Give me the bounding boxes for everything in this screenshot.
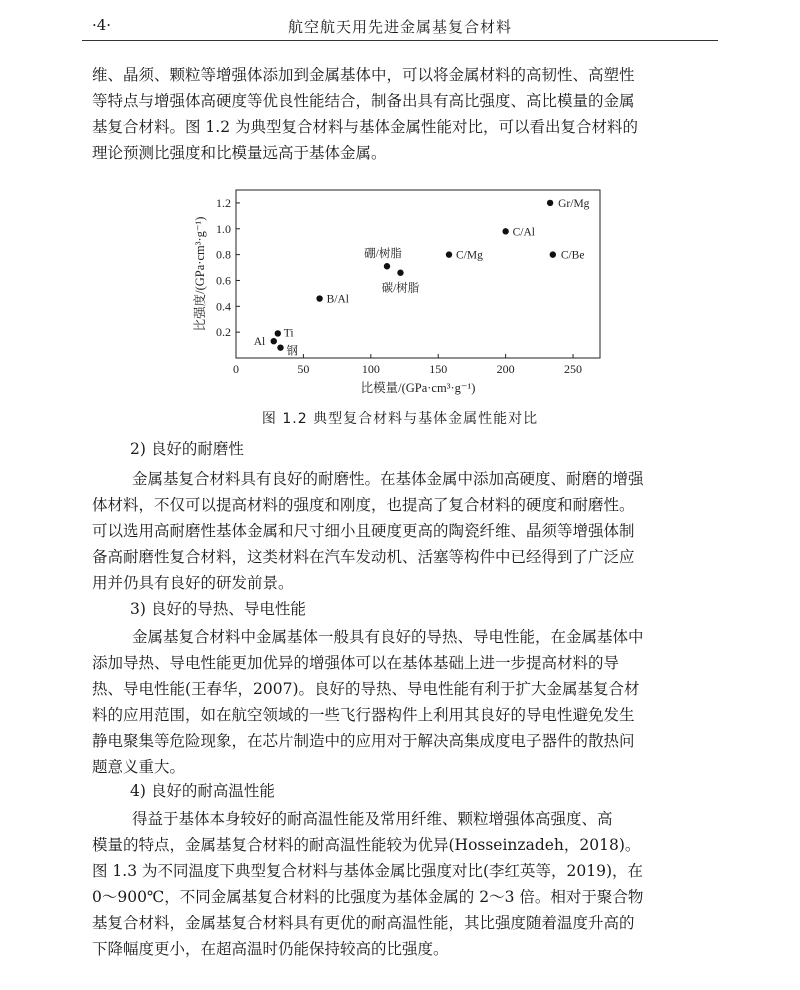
text-line: 金属基复合材料具有良好的耐磨性。在基体金属中添加高硬度、耐磨的增强 xyxy=(132,470,644,488)
page-header xyxy=(82,12,718,41)
text-line: 下降幅度更小，在超高温时仍能保持较高的比强度。 xyxy=(92,940,449,958)
data-point xyxy=(316,295,322,301)
x-axis-label: 比模量/(GPa·cm³·g⁻¹) xyxy=(360,381,476,395)
data-point xyxy=(547,200,553,206)
text-line: 维、晶须、颗粒等增强体添加到金属基体中，可以将金属材料的高韧性、高塑性 xyxy=(92,66,635,84)
text-line: 静电聚集等危险现象，在芯片制造中的应用对于解决高集成度电子器件的散热问 xyxy=(92,732,635,750)
y-tick-label: 0.2 xyxy=(216,325,231,340)
point-label: Gr/Mg xyxy=(558,197,590,210)
section-heading-high-temp: 4) 良好的耐高温性能 xyxy=(130,782,275,800)
text-line: 金属基复合材料中金属基体一般具有良好的导热、导电性能，在金属基体中 xyxy=(132,628,644,646)
text-line: 热、导电性能(王春华，2007)。良好的导热、导电性能有利于扩大金属基复合材 xyxy=(92,680,640,698)
y-tick-label: 0.6 xyxy=(216,273,231,288)
data-point xyxy=(502,228,508,234)
text-line: 理论预测比强度和比模量远高于基体金属。 xyxy=(92,144,387,162)
x-tick-label: 200 xyxy=(496,362,515,376)
x-tick-label: 150 xyxy=(429,362,448,376)
text-line: 用并仍具有良好的研发前景。 xyxy=(92,574,294,592)
y-tick-label: 0.8 xyxy=(216,247,231,262)
text-line: 0～900℃，不同金属基复合材料的比强度为基体金属的 2～3 倍。相对于聚合物 xyxy=(92,888,644,906)
data-point xyxy=(550,251,556,257)
y-tick-label: 0.4 xyxy=(216,299,231,314)
section-heading-wear: 2) 良好的耐磨性 xyxy=(130,440,244,458)
point-label: 硼/树脂 xyxy=(364,248,402,261)
figure-caption: 图 1.2 典型复合材料与基体金属性能对比 xyxy=(261,411,539,427)
text-line: 基复合材料。图 1.2 为典型复合材料与基体金属性能对比，可以看出复合材料的 xyxy=(92,118,639,136)
point-label: C/Al xyxy=(512,226,536,239)
running-title: 航空航天用先进金属基复合材料 xyxy=(287,18,512,36)
data-point xyxy=(277,344,283,350)
text-line: 添加导热、导电性能更加优异的增强体可以在基体基础上进一步提高材料的导 xyxy=(92,654,620,672)
data-point xyxy=(271,338,277,344)
point-label: Al xyxy=(253,336,266,349)
text-line: 料的应用范围，如在航空领域的一些飞行器构件上利用其良好的导电性避免发生 xyxy=(92,706,635,724)
x-tick-label: 250 xyxy=(564,362,583,376)
scatter-chart xyxy=(190,182,620,400)
paragraph-intro xyxy=(92,62,712,166)
point-label: 钢 xyxy=(286,345,298,358)
data-point xyxy=(275,330,281,336)
section-heading-conductivity: 3) 良好的导热、导电性能 xyxy=(130,600,306,618)
text-line: 体材料，不仅可以提高材料的强度和刚度，也提高了复合材料的硬度和耐磨性。 xyxy=(92,496,635,514)
text-line: 可以选用高耐磨性基体金属和尺寸细小且硬度更高的陶瓷纤维、晶须等增强体制 xyxy=(92,522,635,540)
text-line: 备高耐磨性复合材料，这类材料在汽车发动机、活塞等构件中已经得到了广泛应 xyxy=(92,548,635,566)
point-label: Ti xyxy=(283,327,294,340)
point-label: 碳/树脂 xyxy=(381,282,420,295)
text-line: 题意义重大。 xyxy=(92,758,186,776)
y-tick-label: 1.2 xyxy=(216,195,231,210)
point-label: B/Al xyxy=(326,293,349,306)
data-point xyxy=(446,251,452,257)
y-axis-label: 比强度/(GPa·cm³·g⁻¹) xyxy=(193,216,207,332)
paragraph-high-temp xyxy=(92,806,712,962)
point-label: C/Mg xyxy=(456,249,483,262)
x-tick-label: 0 xyxy=(233,362,239,376)
text-line: 得益于基体本身较好的耐高温性能及常用纤维、颗粒增强体高强度、高 xyxy=(132,810,613,828)
page-number: ·4· xyxy=(92,16,112,34)
data-point xyxy=(397,270,403,276)
x-tick-label: 100 xyxy=(361,362,380,376)
point-label: C/Be xyxy=(560,249,585,262)
paragraph-conductivity xyxy=(92,624,712,780)
y-tick-label: 1.0 xyxy=(216,221,231,236)
data-point xyxy=(384,263,390,269)
text-line: 图 1.3 为不同温度下典型复合材料与基体金属比强度对比(李红英等，2019)，在 xyxy=(92,862,644,880)
paragraph-wear xyxy=(92,466,712,596)
text-line: 模量的特点，金属基复合材料的耐高温性能较为优异(Hosseinzadeh，2018)。 xyxy=(92,836,641,854)
text-line: 基复合材料，金属基复合材料具有更优的耐高温性能，其比强度随着温度升高的 xyxy=(92,914,635,932)
x-tick-label: 50 xyxy=(297,362,310,376)
text-line: 等特点与增强体高硬度等优良性能结合，制备出具有高比强度、高比模量的金属 xyxy=(92,92,635,110)
